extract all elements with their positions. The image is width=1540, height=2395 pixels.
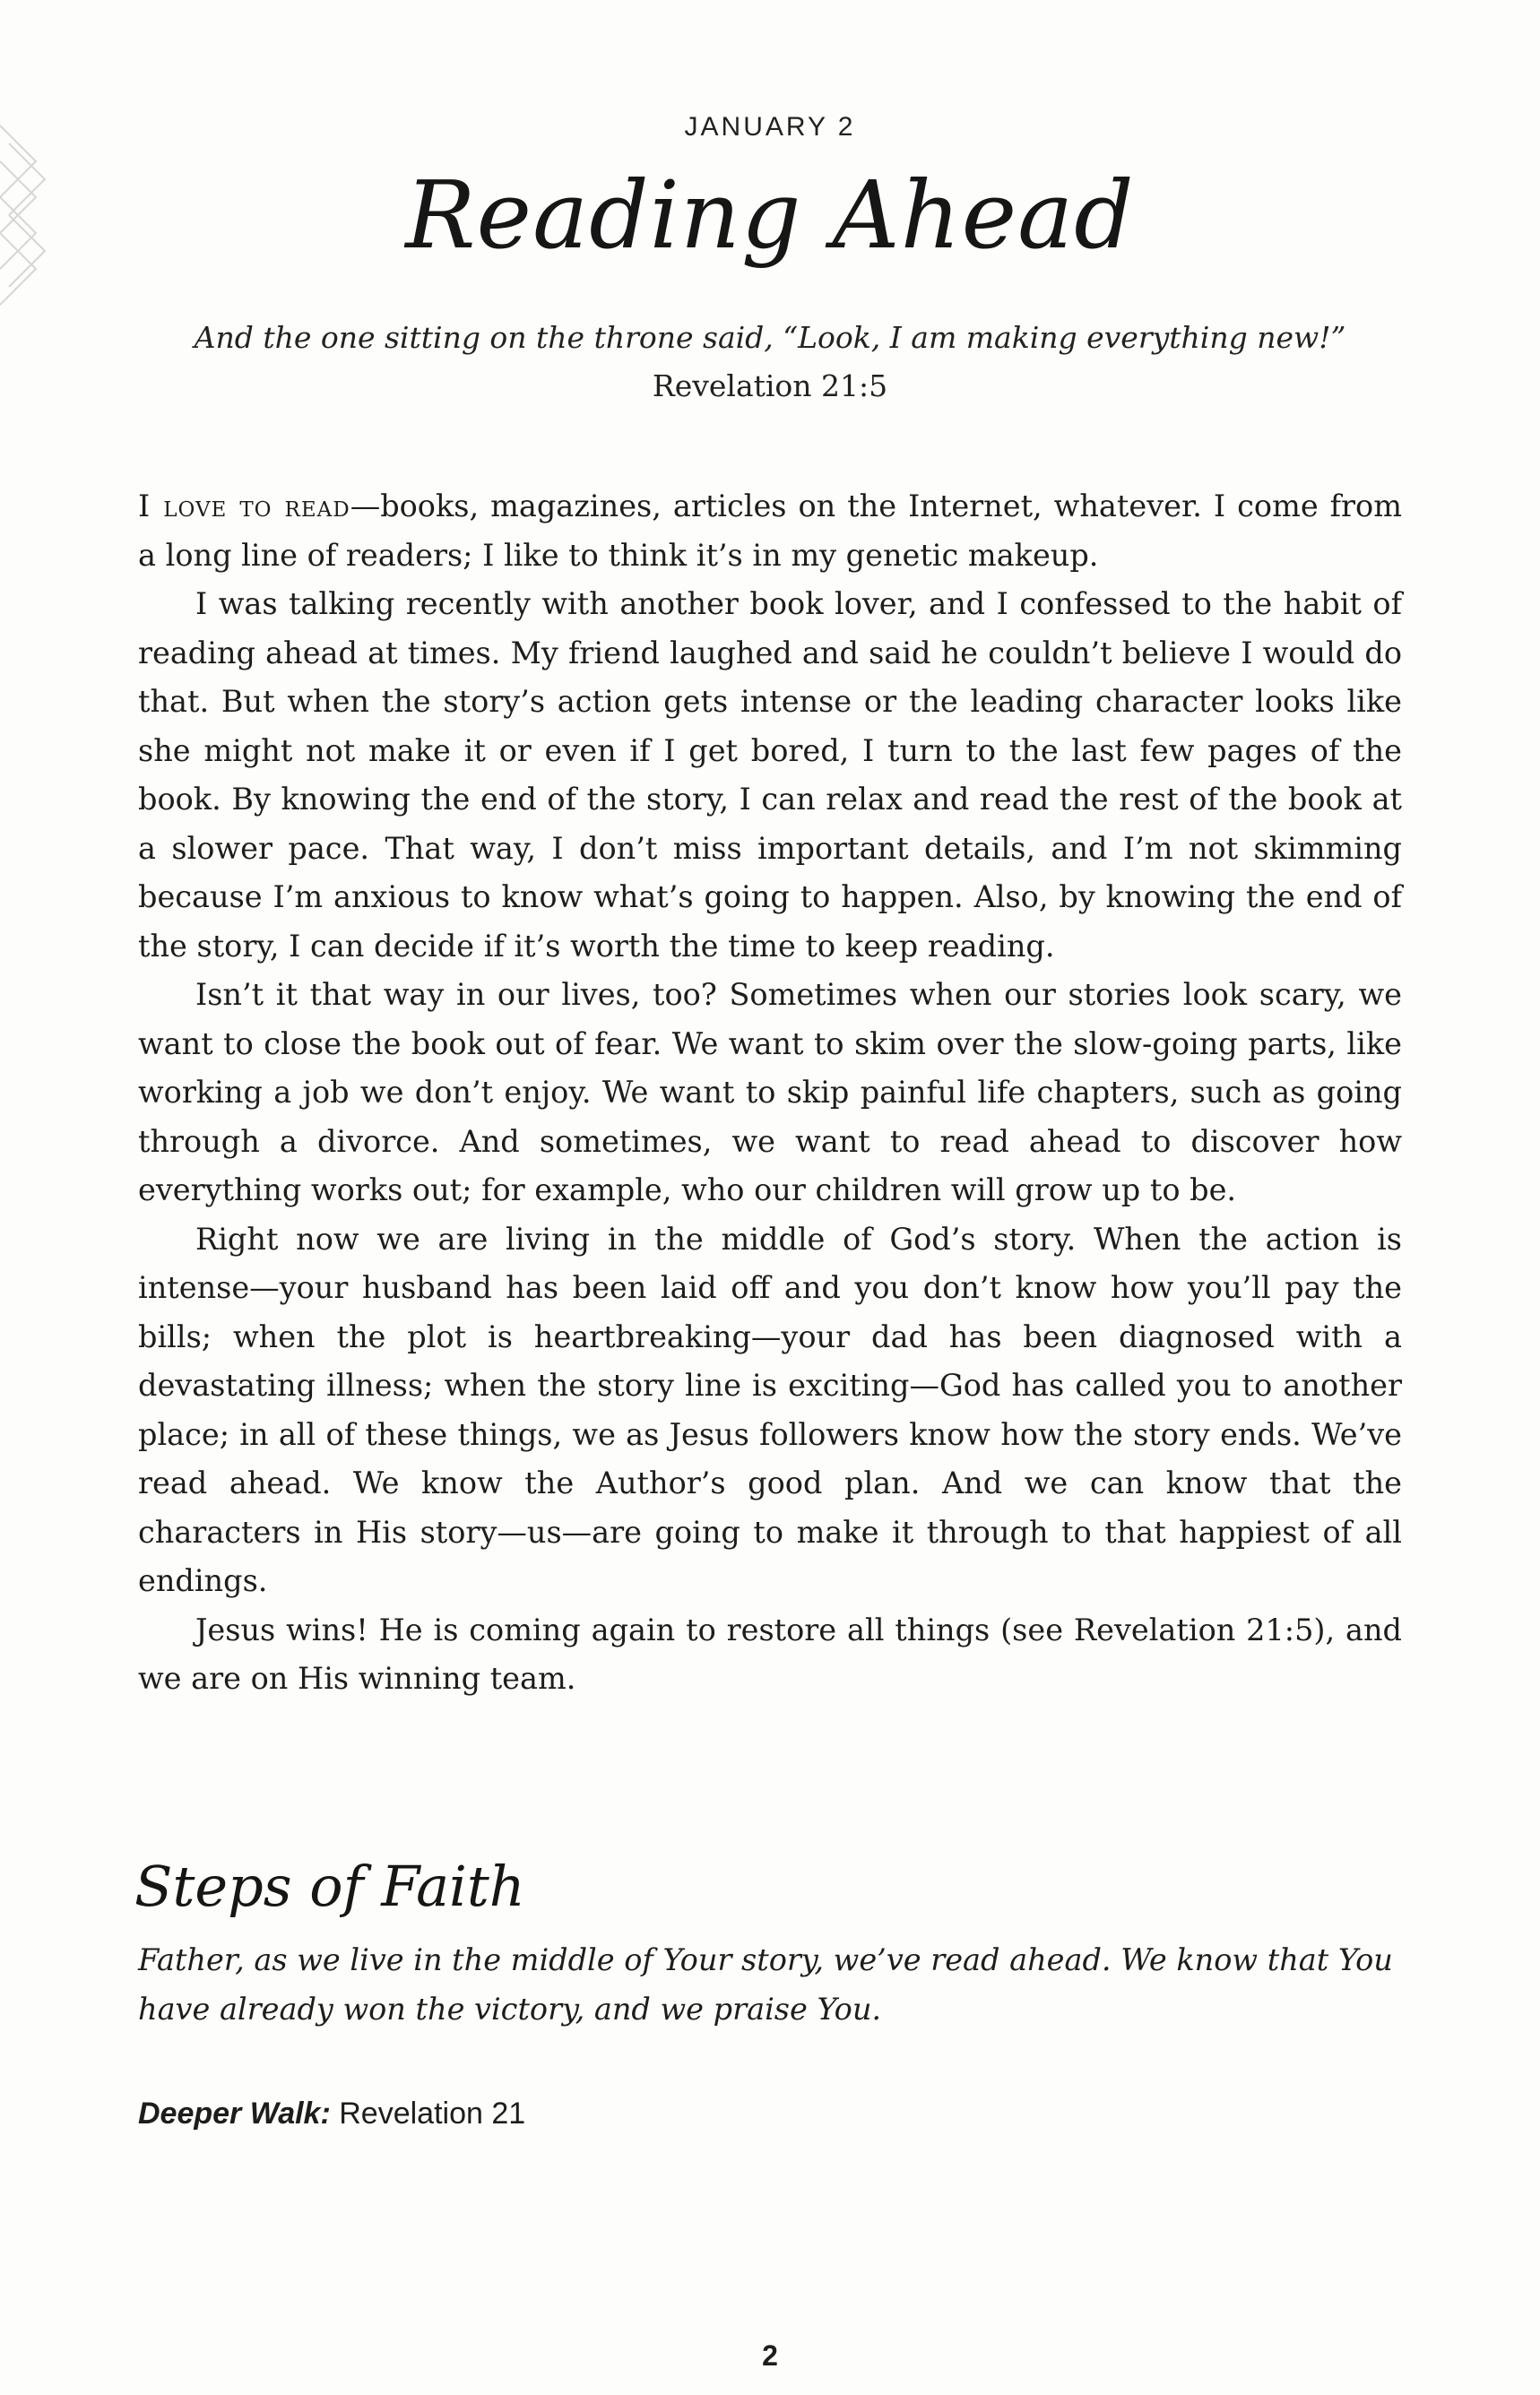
paragraph: Right now we are living in the middle of God’s story. When the action is intense—your husband has been laid off and you don’t know how you’ll pay the bills; when the plot is heartbreaking—your dad has been diagnosed with a devastating illness; when the story line is exciting—God has called you to another place; in all of these things, we as Jesus followers know how the story ends. We’ve read ahead. We know the Author’s good plan. And we can know that the characters in His story—us—are going to make it through to that happiest of all endings. [138, 1221, 1402, 1598]
paragraph-text: —books, magazines, articles on the Internet, whatever. I come from a long line of readers; I like to think it’s in my genetic makeup. [138, 489, 1402, 573]
deeper-walk-label: Deeper Walk: [138, 2097, 331, 2131]
paragraph: Isn’t it that way in our lives, too? Sometimes when our stories look scary, we want to close the book out of fear. We want to skim over the slow-going parts, like working a job we don’t enjoy. We want to skip painful life chapters, such as going through a divorce. And sometimes, we want to read ahead to discover how everything works out; for example, who our children will grow up to be. [138, 977, 1402, 1207]
entry-date: JANUARY 2 [684, 112, 856, 142]
scripture-verse [0, 314, 1540, 411]
entry-title: Reading Ahead [405, 160, 1135, 270]
paragraph: Jesus wins! He is coming again to restore all things (see Revelation 21:5), and we are on His winning team. [138, 1612, 1402, 1696]
lead-in: I love to read [138, 489, 350, 523]
prayer-text: Father, as we live in the middle of Your story, we’ve read ahead. We know that You have already won the victory, and we praise You. [138, 1942, 1393, 2027]
steps-of-faith-heading: Steps of Faith [134, 1854, 525, 1919]
devotional-body [138, 482, 1402, 1704]
verse-reference: Revelation 21:5 [652, 368, 888, 403]
verse-quote: And the one sitting on the throne said, “Look, I am making everything new!” [194, 320, 1346, 355]
deeper-walk [138, 2091, 525, 2136]
paragraph [138, 482, 1402, 580]
page-number: 2 [762, 2339, 778, 2372]
deeper-walk-reference: Revelation 21 [339, 2097, 526, 2131]
paragraph: I was talking recently with another book lover, and I confessed to the habit of reading ahead at times. My friend laughed and said he couldn’t believe I would do that. But when the story’s action gets intense or the leading character looks like she might not make it or even if I get bored, I turn to the last few pages of the book. By knowing the end of the story, I can relax and read the rest of the book at a slower pace. That way, I don’t miss important details, and I’m not skimming because I’m anxious to know what’s going to happen. Also, by knowing the end of the story, I can decide if it’s worth the time to keep reading. [138, 586, 1402, 964]
